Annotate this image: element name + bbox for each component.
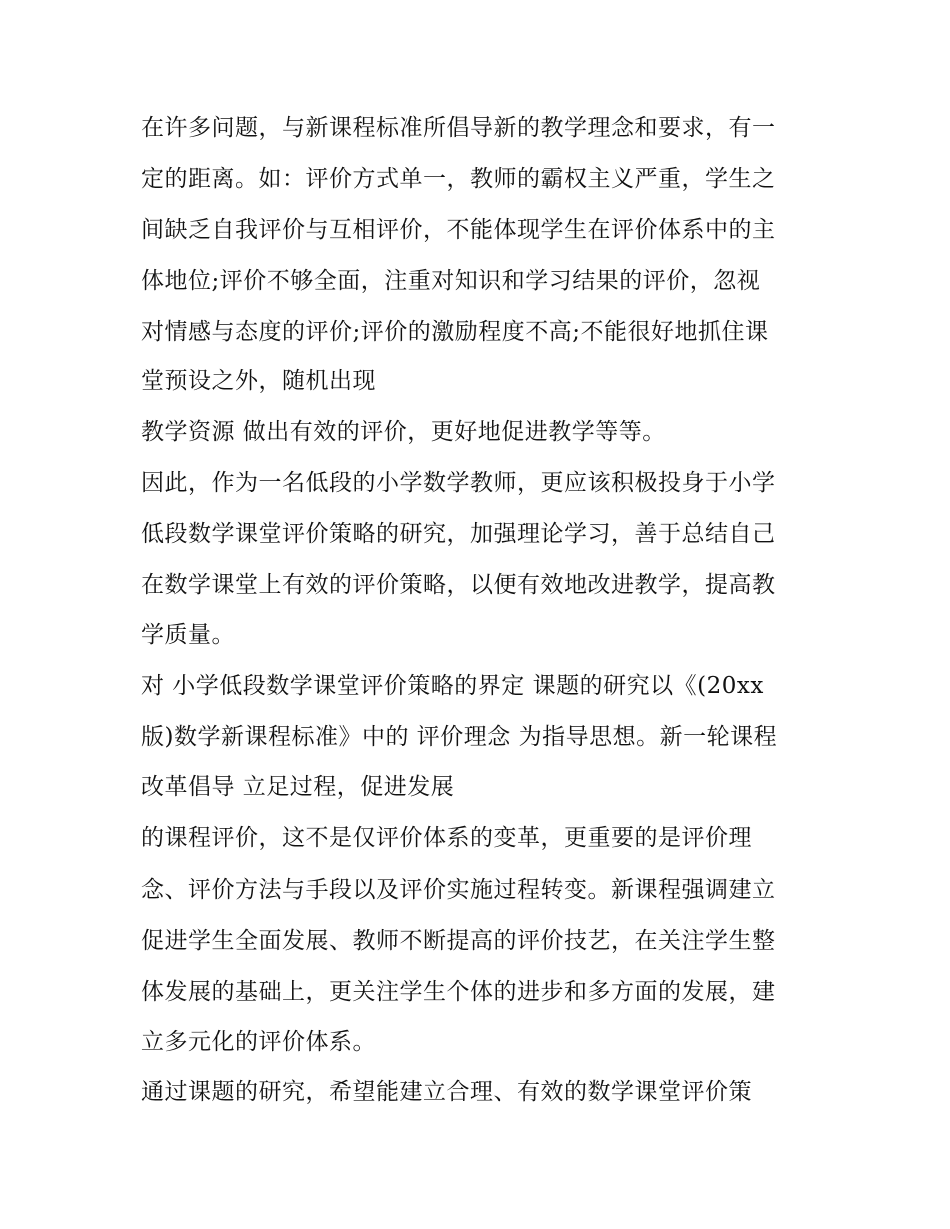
- text-line: 的课程评价，这不是仅评价体系的变革，更重要的是评价理: [141, 825, 752, 851]
- text-line: 因此，作为一名低段的小学数学教师，更应该积极投身于小学: [141, 470, 776, 496]
- text-line: 教学资源 做出有效的评价，更好地促进教学等等。: [141, 419, 666, 445]
- text-line: 体发展的基础上，更关注学生个体的进步和多方面的发展，建: [141, 979, 776, 1005]
- text-line: 堂预设之外，随机出现: [141, 368, 376, 394]
- text-line: 在许多问题，与新课程标准所倡导新的教学理念和要求，有一: [141, 115, 776, 141]
- text-line: 低段数学课堂评价策略的研究，加强理论学习，善于总结自己: [141, 521, 776, 547]
- text-line: 通过课题的研究，希望能建立合理、有效的数学课堂评价策: [141, 1079, 752, 1105]
- text-line: 改革倡导 立足过程，促进发展: [141, 774, 455, 800]
- text-line: 学质量。: [141, 622, 235, 648]
- text-line: 间缺乏自我评价与互相评价，不能体现学生在评价体系中的主: [141, 217, 776, 243]
- text-line: 在数学课堂上有效的评价策略，以便有效地改进教学，提高教: [141, 572, 776, 598]
- text-line: 促进学生全面发展、教师不断提高的评价技艺，在关注学生整: [141, 928, 776, 954]
- text-line: 体地位;评价不够全面，注重对知识和学习结果的评价，忽视: [141, 268, 761, 294]
- text-line: 对情感与态度的评价;评价的激励程度不高;不能很好地抓住课: [141, 319, 769, 345]
- text-line: 念、评价方法与手段以及评价实施过程转变。新课程强调建立: [141, 877, 776, 903]
- text-line: 立多元化的评价体系。: [141, 1029, 376, 1055]
- text-line: 定的距离。如：评价方式单一，教师的霸权主义严重，学生之: [141, 166, 776, 192]
- text-line: 版)数学新课程标准》中的 评价理念 为指导思想。新一轮课程: [141, 724, 778, 750]
- text-line: 对 小学低段数学课堂评价策略的界定 课题的研究以《(20xx: [141, 673, 764, 699]
